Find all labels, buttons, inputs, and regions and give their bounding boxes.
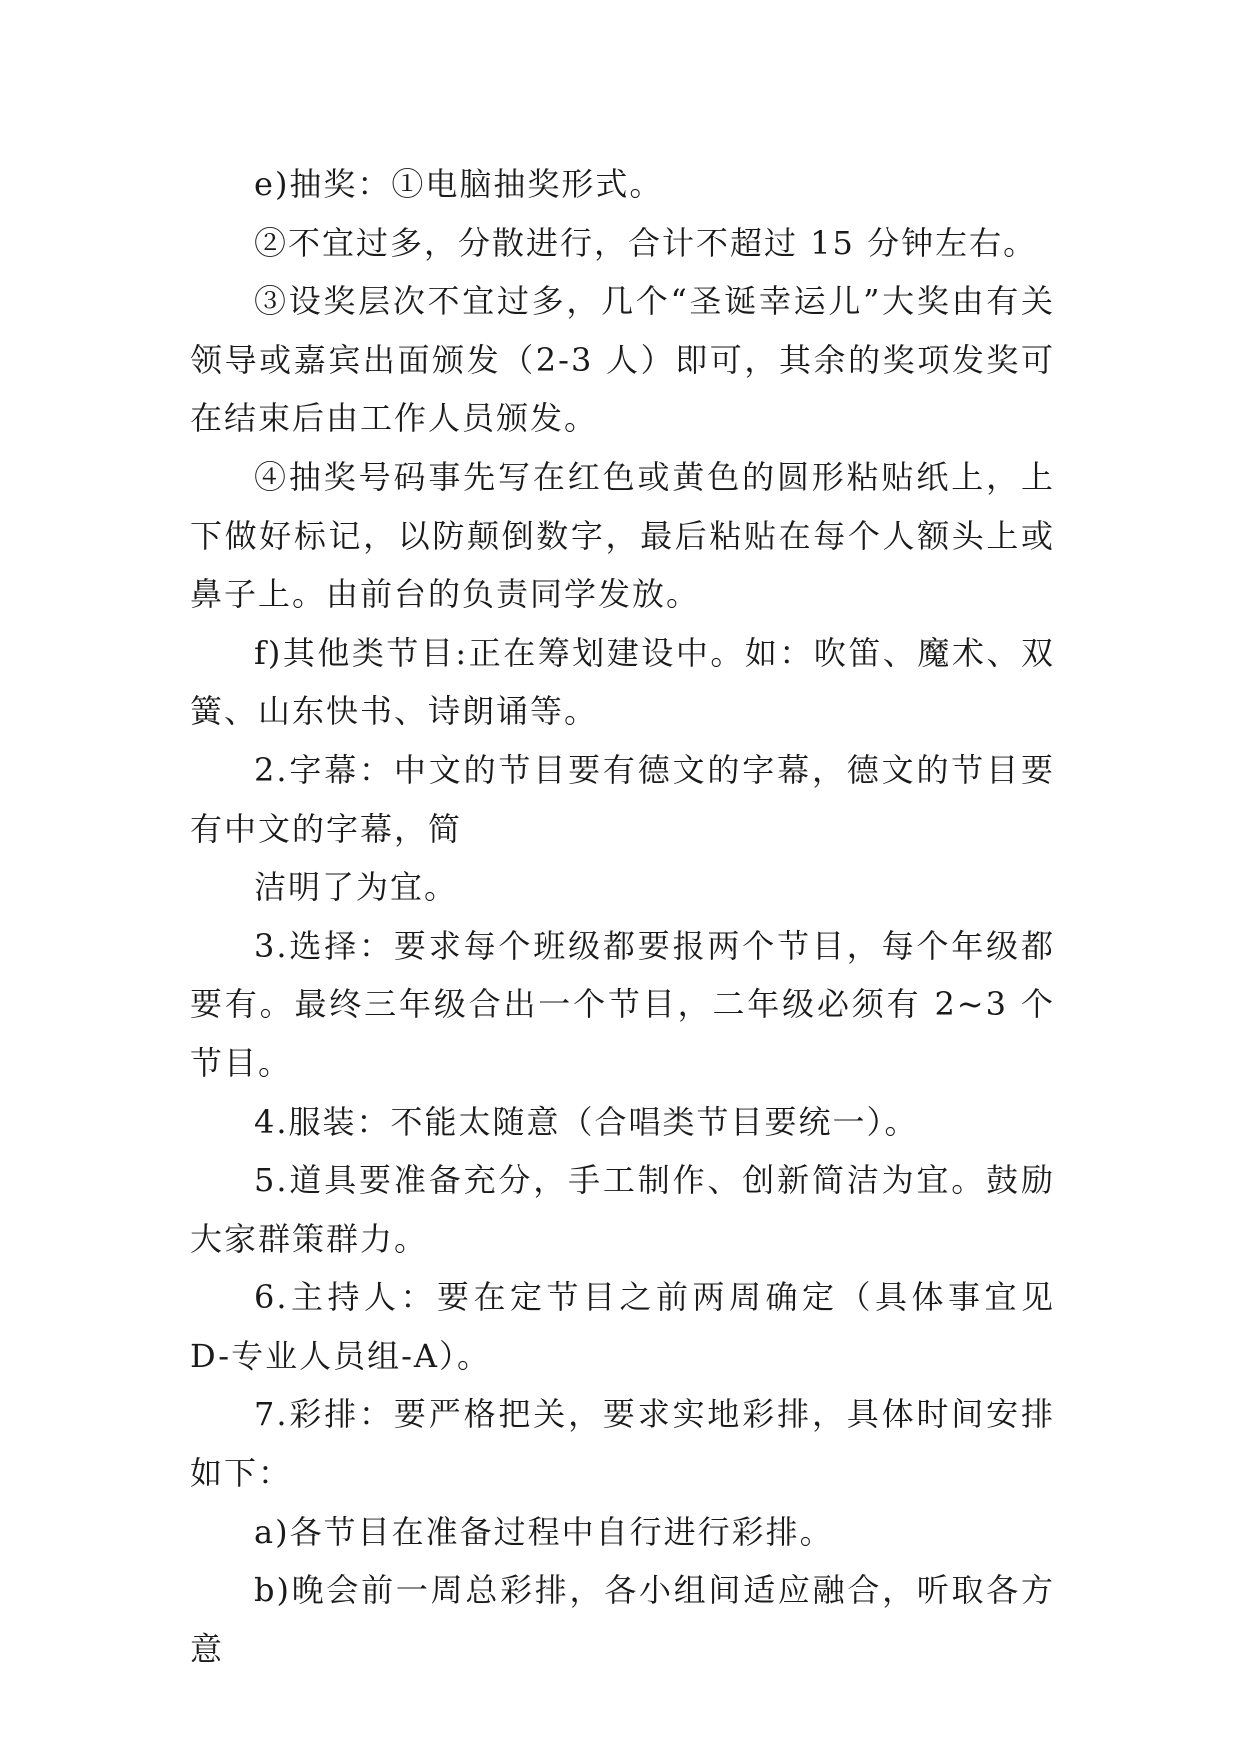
paragraph-rehearsal-a: a)各节目在准备过程中自行进行彩排。 <box>254 1512 834 1551</box>
paragraph-other-programs: f)其他类节目:正在筹划建设中。如：吹笛、魔术、双簧、山东快书、诗朗诵等。 <box>190 633 1055 731</box>
paragraph-host: 6.主持人：要在定节目之前两周确定（具体事宜见 D-专业人员组-A）。 <box>190 1278 1055 1375</box>
paragraph-subtitles-cont: 洁明了为宜。 <box>254 868 459 907</box>
paragraph-subtitles: 2.字幕：中文的节目要有德文的字幕，德文的节目要有中文的字幕，简 <box>190 750 1055 848</box>
paragraph-props: 5.道具要准备充分，手工制作、创新简洁为宜。鼓励大家群策群力。 <box>190 1161 1055 1258</box>
paragraph-lottery-e: e)抽奖：①电脑抽奖形式。 <box>254 165 664 203</box>
paragraph-rehearsal-b: b)晚会前一周总彩排，各小组间适应融合，听取各方意 <box>190 1571 1055 1668</box>
paragraph-costume: 4.服装：不能太随意（合唱类节目要统一）。 <box>254 1102 919 1141</box>
document-body <box>190 155 1055 1678</box>
paragraph-lottery-2: ②不宜过多，分散进行，合计不超过 15 分钟左右。 <box>254 223 1038 262</box>
paragraph-rehearsal: 7.彩排：要严格把关，要求实地彩排，具体时间安排如下： <box>190 1395 1055 1493</box>
paragraph-lottery-4: ④抽奖号码事先写在红色或黄色的圆形粘贴纸上，上下做好标记，以防颠倒数字，最后粘贴在每个人额头上或鼻子上。由前台的负责同学发放。 <box>190 457 1055 614</box>
paragraph-selection: 3.选择：要求每个班级都要报两个节目，每个年级都要有。最终三年级合出一个节目，二年级必须有 2~3 个节目。 <box>190 926 1055 1082</box>
paragraph-lottery-3: ③设奖层次不宜过多，几个“圣诞幸运儿”大奖由有关领导或嘉宾出面颁发（2-3 人）即可，其余的奖项发奖可在结束后由工作人员颁发。 <box>190 282 1055 438</box>
